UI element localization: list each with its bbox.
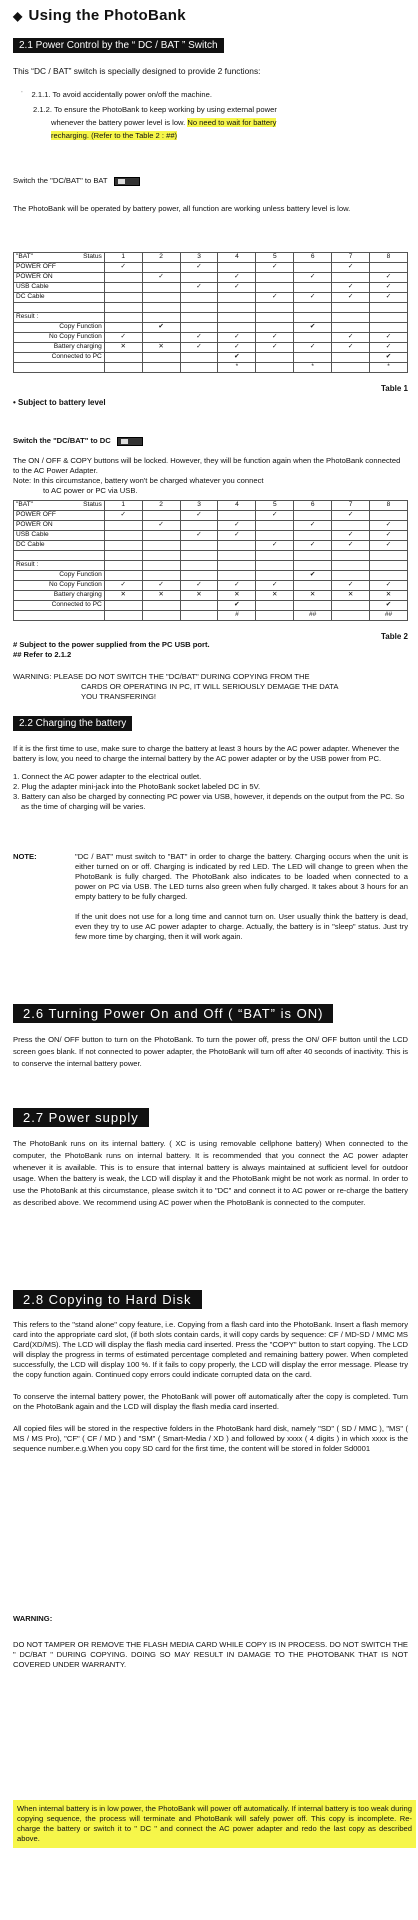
table-cell: ✓	[332, 283, 370, 293]
table-row-label: Copy Function	[14, 571, 105, 581]
table-cell	[142, 353, 180, 363]
table-row-label: USB Cable	[14, 531, 105, 541]
table-cell	[104, 293, 142, 303]
table-spacer	[256, 303, 294, 313]
table-cell	[256, 323, 294, 333]
table-cell	[218, 511, 256, 521]
table-header-row	[14, 501, 408, 511]
table-row	[14, 343, 408, 353]
table-cell: ✓	[370, 521, 408, 531]
section-2-7-heading: 2.7 Power supply	[13, 1108, 408, 1127]
table-row	[14, 581, 408, 591]
table-row	[14, 283, 408, 293]
table-cell: ✓	[180, 343, 218, 353]
table-cell	[332, 353, 370, 363]
status-table-2	[13, 500, 408, 621]
table-cell	[142, 601, 180, 611]
table-cell: ##	[370, 611, 408, 621]
table-cell: ✓	[332, 511, 370, 521]
table-row-label: Connected to PC	[14, 601, 105, 611]
table-spacer	[218, 551, 256, 561]
table-cell: ✓	[142, 273, 180, 283]
table-header-row	[14, 253, 408, 263]
table-cell	[332, 323, 370, 333]
table-cell: ✔	[370, 601, 408, 611]
table-cell	[180, 323, 218, 333]
table-row	[14, 353, 408, 363]
table-column-header: 3	[180, 501, 218, 511]
table-cell: ✔	[294, 571, 332, 581]
table-cell	[180, 611, 218, 621]
bat-switch-line: Switch the "DC/BAT" to BAT	[13, 176, 408, 186]
table-row	[14, 541, 408, 551]
table-column-header: 4	[218, 253, 256, 263]
table-cell: ✓	[256, 293, 294, 303]
table-cell	[104, 571, 142, 581]
table-cell	[294, 601, 332, 611]
table-cell: ✓	[370, 333, 408, 343]
table-spacer	[370, 303, 408, 313]
table-column-header: 1	[104, 501, 142, 511]
table-cell	[142, 571, 180, 581]
table-cell	[104, 273, 142, 283]
table-column-header: 4	[218, 501, 256, 511]
table-cell	[142, 263, 180, 273]
table-cell: ✕	[142, 591, 180, 601]
table-cell	[370, 323, 408, 333]
note-body: "DC / BAT" must switch to "BAT" in order to charge the battery. Charging occurs when the unit is either turned on or off. Charging is indicated by red LED. The LED will change to green when the PhotoBank is fully charged. The PhotoBank also indicates to be loaded when connected to a power on PC via USB. The LED turns also green when fully charged. It takes about 3 hours for an empty battery to be fully charged. If the unit does not use for a long time and cannot turn on. User usually think the battery is dead, even they try to use AC power adapter to charge. Actually, the battery is in "sleep" status. Just try few more time by charging, then it will work again.	[75, 852, 408, 942]
table-spacer	[256, 551, 294, 561]
table-cell	[256, 273, 294, 283]
table-column-header: 8	[370, 501, 408, 511]
switch-dc-icon	[117, 437, 143, 446]
table-cell	[256, 611, 294, 621]
table-cell: ✓	[180, 511, 218, 521]
table-cell	[332, 601, 370, 611]
table-cell: ✓	[256, 263, 294, 273]
table-row	[14, 591, 408, 601]
table-1-caption: Table 1	[381, 384, 408, 393]
table-column-header: 5	[256, 501, 294, 511]
table-cell	[218, 571, 256, 581]
table-spacer	[14, 303, 105, 313]
table-cell	[256, 521, 294, 531]
dc-bat-warning: WARNING: PLEASE DO NOT SWITCH THE "DC/BAT" DURING COPYING FROM THE CARDS OR OPERATING IN PC, IT WILL SERIOUSLY DEMAGE THE DATA YOU TRANSFERING!	[13, 672, 339, 702]
table-cell: *	[294, 363, 332, 373]
table-cell	[180, 521, 218, 531]
table-cell: ✕	[256, 591, 294, 601]
table-cell	[332, 313, 370, 323]
table-cell: ✕	[104, 591, 142, 601]
section-2-8-heading: 2.8 Copying to Hard Disk	[13, 1290, 408, 1309]
note-label: NOTE:	[13, 852, 37, 861]
table-cell	[142, 363, 180, 373]
table-cell	[104, 353, 142, 363]
table-cell: ✓	[180, 263, 218, 273]
table-cell: ✓	[104, 581, 142, 591]
table-cell	[104, 611, 142, 621]
table-cell	[142, 313, 180, 323]
table-cell	[218, 263, 256, 273]
table-cell: ✓	[218, 531, 256, 541]
table-row-label: USB Cable	[14, 283, 105, 293]
table-cell: ✓	[218, 521, 256, 531]
table-cell	[180, 313, 218, 323]
table-column-header: 2	[142, 501, 180, 511]
table-row-label: DC Cable	[14, 541, 105, 551]
table-result-label: Result :	[14, 313, 105, 323]
table-cell	[218, 323, 256, 333]
table-cell	[104, 601, 142, 611]
table-cell	[332, 363, 370, 373]
table-cell	[104, 531, 142, 541]
table-cell: ✓	[294, 521, 332, 531]
table-cell: ##	[294, 611, 332, 621]
table-cell: ✓	[370, 541, 408, 551]
table-spacer-row	[14, 303, 408, 313]
table-cell	[104, 313, 142, 323]
table-header-label: "BAT" Status	[14, 253, 105, 263]
table-2-caption: Table 2	[381, 632, 408, 641]
table-cell	[370, 571, 408, 581]
table-cell: ✓	[294, 541, 332, 551]
table-cell	[104, 323, 142, 333]
table-cell	[180, 601, 218, 611]
table-cell	[218, 561, 256, 571]
function-item-1: ˙ 2.1.1. To avoid accidentally power on/off the machine.	[21, 90, 212, 99]
table-cell: ✓	[180, 333, 218, 343]
table-cell: ✕	[142, 343, 180, 353]
table-cell	[370, 561, 408, 571]
table-cell	[142, 283, 180, 293]
table-spacer	[180, 551, 218, 561]
table-row-label: No Copy Function	[14, 333, 105, 343]
table-spacer	[104, 303, 142, 313]
table-cell: ✔	[218, 601, 256, 611]
table-spacer	[14, 551, 105, 561]
table-row	[14, 333, 408, 343]
switch-bat-icon	[114, 177, 140, 186]
table-cell	[180, 363, 218, 373]
table-row	[14, 571, 408, 581]
copy-warning-label: WARNING:	[13, 1614, 53, 1623]
table-cell: ✓	[218, 343, 256, 353]
function-list	[13, 90, 408, 141]
table-cell	[180, 353, 218, 363]
table-spacer	[142, 303, 180, 313]
section-2-6-body: Press the ON/ OFF button to turn on the PhotoBank. To turn the power off, press the ON/ OFF button until the LCD screen goes blank. If not connected to power adapter, the PhotoBank will turn off after 40 seconds of inactivity. This is to conserve the internal battery power.	[13, 1035, 408, 1068]
table-row-label: Battery charging	[14, 591, 105, 601]
function-item-2c: recharging. (Refer to the Table 2 : ##)	[51, 131, 178, 141]
table-cell: ✓	[256, 581, 294, 591]
table-row-label: Battery charging	[14, 343, 105, 353]
table-row	[14, 323, 408, 333]
table-cell: ✓	[294, 343, 332, 353]
table-cell: ✓	[142, 521, 180, 531]
table-cell	[142, 541, 180, 551]
dc-paragraph: The ON / OFF & COPY buttons will be locked. However, they will be function again when the PhotoBank connected to the AC Power Adapter. Note: In this circumstance, battery won't be charged whatever you connect to AC power or PC via USB.	[13, 456, 401, 496]
table-row	[14, 263, 408, 273]
table-cell: ✓	[332, 343, 370, 353]
table-row-label: Connected to PC	[14, 353, 105, 363]
table-row	[14, 531, 408, 541]
table-result-row	[14, 561, 408, 571]
status-table-1	[13, 252, 408, 373]
table-cell: ✓	[104, 511, 142, 521]
table-spacer	[332, 303, 370, 313]
table-cell: ✕	[180, 591, 218, 601]
section-2-2-heading: 2.2 Charging the battery	[13, 716, 408, 731]
table-row-label	[14, 363, 105, 373]
section-2-2-body: If it is the first time to use, make sure to charge the battery at least 3 hours by the AC power adapter. Whenever the battery is low, you need to charge the internal battery by the AC power adapter or by the USB power from PC. 1. Connect the AC power adapter to the electrical outlet. 2. Plug the adapter mini-jack into the PhotoBank socket labeled DC in 5V. 3. Battery can also be charged by connecting PC power via USB, however, it depends on the output from the PC. So as the time of charging will be varies.	[13, 744, 405, 812]
table-cell	[104, 561, 142, 571]
bat-paragraph: The PhotoBank will be operated by battery power, all function are working unless battery level is low.	[13, 204, 351, 213]
table-cell: ✓	[256, 343, 294, 353]
table-row-label: POWER ON	[14, 273, 105, 283]
table-spacer	[180, 303, 218, 313]
table-cell: ✓	[218, 273, 256, 283]
table-cell: ✓	[370, 293, 408, 303]
table-cell: ✓	[370, 273, 408, 283]
table-column-header: 7	[332, 501, 370, 511]
table-row	[14, 601, 408, 611]
table-cell	[294, 333, 332, 343]
table-cell: ✓	[370, 283, 408, 293]
copy-warning-text: DO NOT TAMPER OR REMOVE THE FLASH MEDIA CARD WHILE COPY IS IN PROCESS. DO NOT SWITCH THE " DC/BAT " DURING COPYING. DOING SO MAY RESULT IN DAMAGE TO THE PHOTOBANK THAT IS NOT COVERED UNDER WARRANTY.	[13, 1640, 408, 1670]
table-cell	[104, 283, 142, 293]
table-row-label: POWER OFF	[14, 263, 105, 273]
table-spacer	[294, 303, 332, 313]
table-cell: ✓	[370, 531, 408, 541]
table-header-label: "BAT" Status	[14, 501, 105, 511]
table-result-row	[14, 313, 408, 323]
table-spacer	[142, 551, 180, 561]
table-cell	[332, 611, 370, 621]
table-cell	[218, 313, 256, 323]
table-cell	[332, 561, 370, 571]
table-cell	[142, 611, 180, 621]
table-cell: ✕	[104, 343, 142, 353]
table-column-header: 6	[294, 253, 332, 263]
table-cell	[332, 273, 370, 283]
table-cell	[180, 293, 218, 303]
table-cell	[180, 571, 218, 581]
table-footnotes: # Subject to the power supplied from the PC USB port. ## Refer to 2.1.2	[13, 640, 210, 660]
table-footnote-row	[14, 363, 408, 373]
table-column-header: 1	[104, 253, 142, 263]
page-title: ◆ Using the PhotoBank	[13, 7, 186, 24]
table-cell	[180, 273, 218, 283]
function-item-2a: 2.1.2. To ensure the PhotoBank to keep working by using external power	[33, 105, 277, 115]
table-cell: *	[370, 363, 408, 373]
note-block	[13, 852, 408, 942]
table-cell	[218, 541, 256, 551]
table-cell	[142, 293, 180, 303]
table-cell: ✓	[294, 293, 332, 303]
table-cell	[294, 263, 332, 273]
table-column-header: 5	[256, 253, 294, 263]
table-spacer	[294, 551, 332, 561]
table-cell	[332, 571, 370, 581]
table-column-header: 2	[142, 253, 180, 263]
function-item-2b: whenever the battery power level is low. No need to wait for battery	[51, 118, 277, 128]
table-cell: ✓	[180, 283, 218, 293]
table-row	[14, 293, 408, 303]
table-row	[14, 521, 408, 531]
table-row-label: Copy Function	[14, 323, 105, 333]
table-cell	[180, 541, 218, 551]
table-cell: *	[218, 363, 256, 373]
table-cell: ✔	[370, 353, 408, 363]
table-cell: ✓	[142, 581, 180, 591]
table-cell	[256, 601, 294, 611]
diamond-bullet-icon: ◆	[13, 9, 23, 23]
table-cell: ✓	[256, 541, 294, 551]
table-spacer	[332, 551, 370, 561]
table-row-label: No Copy Function	[14, 581, 105, 591]
table-cell: ✓	[218, 333, 256, 343]
table-cell: ✓	[370, 581, 408, 591]
table-cell	[256, 561, 294, 571]
table-cell: ✕	[370, 591, 408, 601]
section-2-8-body: This refers to the "stand alone" copy feature, i.e. Copying from a flash card into the PhotoBank. Insert a flash memory card into the appropriate card slot, (if both slots contain cards, it will copy cards by sequence: CF / MD-SD / MMC MS Card(XD/MS). The LCD will display the flash media card inserted. Press the "COPY" button to start copying. The LCD will display the progress in terms of estimated percentage completed and remaining battery power. When completed successfully, the LCD will display 100 %. If it fails to copy properly, the LCD will display the error message. Please try the copy function again. Continued copy errors could indicate corrupted data on the card. To conserve the internal battery power, the PhotoBank will power off automatically after the copy is completed. Turn on the PhotoBank again and the LCD will display the flash media card inserted. All copied files will be stored in the respective folders in the PhotoBank hard disk, namely "SD" ( SD / MMC ), "MS" ( MS / MS Pro), "CF" ( CF / MD ) and "SM" ( Smart-Media / XD ) and followed by xxxx ( 4 digits ) in which xxxx is the sequence number.e.g.When you copy SD card for the first time, the content will be stored in folder Sd0001	[13, 1320, 408, 1454]
table-column-header: 3	[180, 253, 218, 263]
table-cell: ✔	[294, 323, 332, 333]
table-cell	[256, 313, 294, 323]
table-row-label: DC Cable	[14, 293, 105, 303]
table-2-wrapper	[13, 500, 408, 621]
table-1-wrapper	[13, 252, 408, 373]
table-spacer	[218, 303, 256, 313]
section-2-1-heading: 2.1 Power Control by the “ DC / BAT ” Switch	[13, 38, 408, 53]
table-cell	[370, 511, 408, 521]
table-cell: ✓	[104, 333, 142, 343]
table-column-header: 7	[332, 253, 370, 263]
table-result-label: Result :	[14, 561, 105, 571]
table-spacer-row	[14, 551, 408, 561]
table-cell	[294, 561, 332, 571]
table-cell	[218, 293, 256, 303]
table-cell: ✓	[294, 273, 332, 283]
table-row-label: POWER ON	[14, 521, 105, 531]
table-cell: ✔	[142, 323, 180, 333]
table-cell	[142, 333, 180, 343]
table-cell	[256, 531, 294, 541]
table-row	[14, 273, 408, 283]
table-cell: #	[218, 611, 256, 621]
table-cell	[180, 561, 218, 571]
table-cell	[294, 531, 332, 541]
table-cell: ✓	[218, 283, 256, 293]
table-cell: ✓	[180, 581, 218, 591]
table-cell	[142, 531, 180, 541]
table-cell	[294, 313, 332, 323]
table-row-label	[14, 611, 105, 621]
table-row-label: POWER OFF	[14, 511, 105, 521]
section-2-6-heading: 2.6 Turning Power On and Off ( “BAT” is ON)	[13, 1004, 408, 1023]
table-cell	[142, 561, 180, 571]
table-cell	[256, 353, 294, 363]
table-spacer	[370, 551, 408, 561]
table-cell: ✕	[294, 591, 332, 601]
table-cell: ✓	[218, 581, 256, 591]
table-cell: ✓	[370, 343, 408, 353]
table-column-header: 8	[370, 253, 408, 263]
table-cell: ✔	[218, 353, 256, 363]
table-cell	[256, 571, 294, 581]
table-cell: ✓	[332, 293, 370, 303]
table-cell: ✕	[218, 591, 256, 601]
table-cell: ✓	[104, 263, 142, 273]
table-column-header: 6	[294, 501, 332, 511]
table-cell: ✓	[332, 333, 370, 343]
table-cell	[142, 511, 180, 521]
table-cell	[104, 363, 142, 373]
table-cell: ✕	[332, 591, 370, 601]
table-cell: ✓	[332, 263, 370, 273]
table-cell	[294, 511, 332, 521]
table-cell	[256, 363, 294, 373]
table-cell	[370, 263, 408, 273]
table-cell	[104, 521, 142, 531]
low-power-highlight: When internal battery is in low power, the PhotoBank will power off automatically. If internal battery is too weak during copying sequence, the process will terminate and PhotoBank will safely power off. This copy is incomplete. Re-charge the battery or switch it to " DC " and connect the AC power adapter and redo the last copy as described above.	[13, 1800, 416, 1848]
table-cell: ✓	[332, 541, 370, 551]
table-cell	[256, 283, 294, 293]
table-spacer	[104, 551, 142, 561]
table-cell	[294, 581, 332, 591]
table-cell	[294, 283, 332, 293]
subject-battery-note: • Subject to battery level	[13, 398, 106, 407]
dc-switch-line: Switch the "DC/BAT" to DC	[13, 436, 408, 446]
table-cell	[332, 521, 370, 531]
section-2-7-body: The PhotoBank runs on its internal battery. ( XC is using removable cellphone battery) When connected to the computer, the PhotoBank runs on internal battery. It is recommended that you connect the AC power adapter whenever it is available. This is to ensure that internal battery is always maintained at sufficient level for outdoor usage. When the battery is weak, the LCD will display it and the PhotoBank might be not work as normal. In order to use the PhotoBank at this circumstance, please switch it to "DC" and connect it to AC power or re-charge the battery as described above. We recommend using AC power when the PhotoBank is connected to the computer.	[13, 1139, 408, 1207]
section-2-1-intro: This “DC / BAT” switch is specially designed to provide 2 functions:	[13, 66, 261, 76]
table-row	[14, 511, 408, 521]
table-footnote-row	[14, 611, 408, 621]
table-cell	[104, 541, 142, 551]
table-cell: ✓	[180, 531, 218, 541]
table-cell	[294, 353, 332, 363]
table-cell: ✓	[256, 511, 294, 521]
table-cell: ✓	[332, 581, 370, 591]
table-cell: ✓	[256, 333, 294, 343]
table-cell	[370, 313, 408, 323]
table-cell: ✓	[332, 531, 370, 541]
